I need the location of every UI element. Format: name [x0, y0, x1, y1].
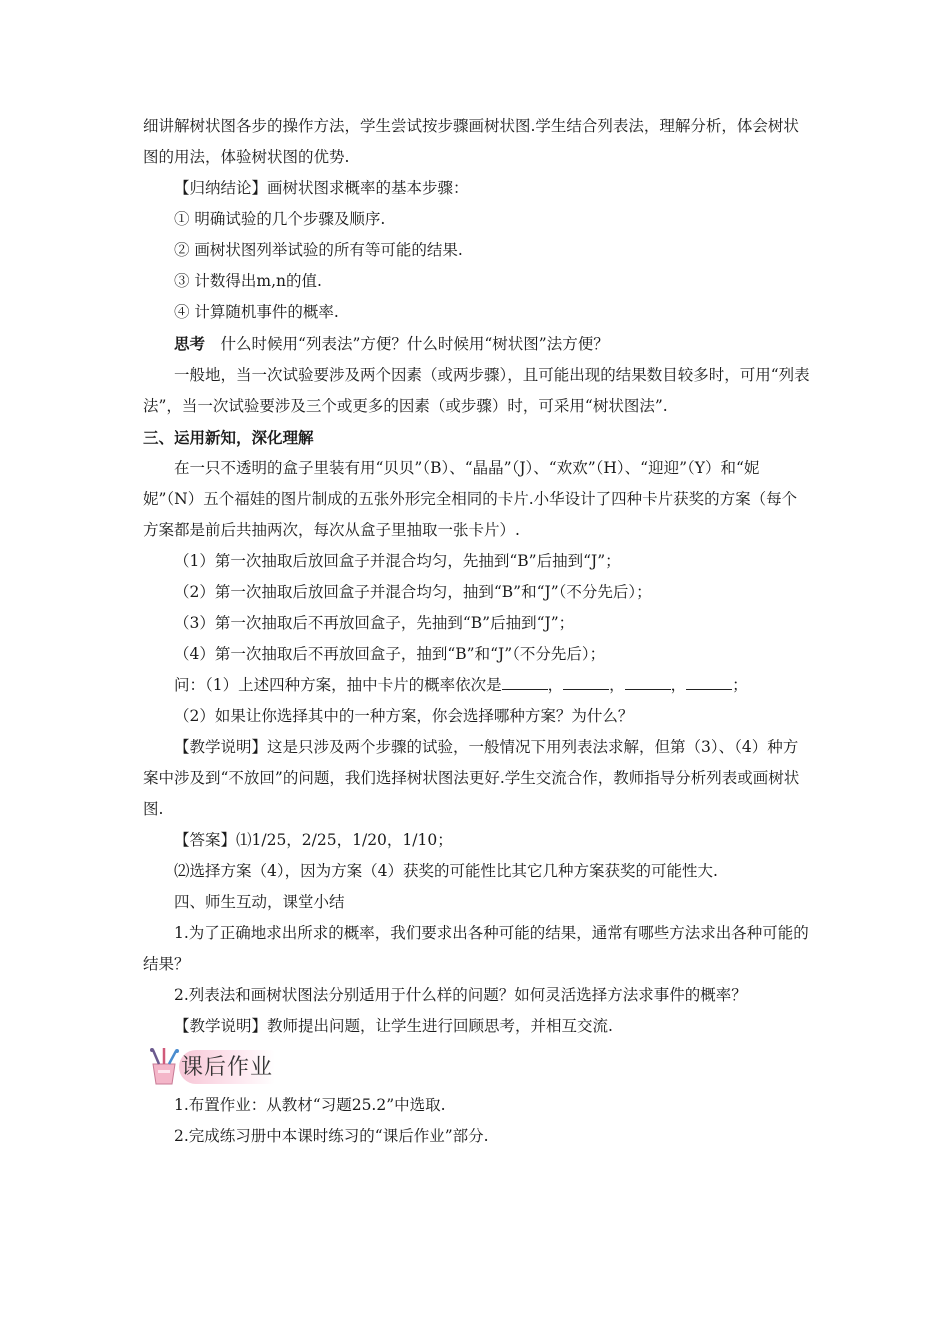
think-paragraph — [143, 328, 811, 360]
think-text: 什么时候用“列表法”方便？什么时候用“树状图”法方便？ — [205, 335, 609, 353]
teaching-note-1: 【教学说明】这是只涉及两个步骤的试验，一般情况下用列表法求解，但第（3）、（4）种方案中涉及到“不放回”的问题，我们选择树状图法更好.学生交流合作，教师指导分析列表或画树状图. — [143, 738, 800, 818]
homework-banner — [143, 1044, 811, 1090]
answer-blank — [563, 671, 609, 690]
think-label: 思考 — [174, 334, 206, 353]
question-1: 问：（1）上述四种方案，抽中卡片的概率依次是 ， ， ， ； — [143, 670, 811, 701]
homework-title-box — [179, 1050, 275, 1084]
answer-line-2: ⑵选择方案（4），因为方案（4）获奖的可能性比其它几种方案获奖的可能性大. — [174, 862, 718, 880]
summary-question-1: 1.为了正确地求出所求的概率，我们要求出各种可能的结果，通常有哪些方法求出各种可能的结果？ — [143, 924, 809, 973]
step-1: ① 明确试验的几个步骤及顺序. — [174, 210, 386, 228]
paragraph-method: 一般地，当一次试验要涉及两个因素（或两步骤），且可能出现的结果数目较多时，可用“列表法”，当一次试验要涉及三个或更多的因素（或步骤）时，可采用“树状图法”. — [143, 366, 810, 415]
paragraph-intro: 细讲解树状图各步的操作方法，学生尝试按步骤画树状图.学生结合列表法，理解分析，体会树状图的用法，体验树状图的优势. — [143, 117, 799, 166]
answer-blank — [625, 671, 671, 690]
answer-blank — [686, 671, 732, 690]
homework-item-1: 1.布置作业：从教材“习题25.2”中选取. — [174, 1096, 446, 1114]
step-3: ③ 计数得出m,n的值. — [174, 272, 322, 290]
step-2: ② 画树状图列举试验的所有等可能的结果. — [174, 241, 463, 259]
homework-item-2: 2.完成练习册中本课时练习的“课后作业”部分. — [174, 1127, 489, 1145]
homework-title: 课后作业 — [180, 1054, 273, 1080]
answer-line-1: 【答案】⑴1/25，2/25，1/20，1/10； — [174, 831, 453, 849]
step-4: ④ 计算随机事件的概率. — [174, 303, 339, 321]
scheme-1: （1）第一次抽取后放回盒子并混合均匀，先抽到“B”后抽到“J”； — [174, 552, 621, 570]
summary-heading: 【归纳结论】画树状图求概率的基本步骤： — [174, 179, 469, 197]
paragraph-problem: 在一只不透明的盒子里装有用“贝贝”（B）、“晶晶”（J）、“欢欢”（H）、“迎迎”（Y）和“妮妮”（N）五个福娃的图片制成的五张外形完全相同的卡片.小华设计了四种卡片获奖的方案（每个方案都是前后共抽两次，每次从盒子里抽取一张卡片）. — [143, 459, 798, 539]
answer-blank — [502, 671, 548, 690]
summary-question-2: 2.列表法和画树状图法分别适用于什么样的问题？如何灵活选择方法求事件的概率？ — [174, 986, 747, 1004]
document-body — [143, 111, 811, 1152]
scheme-4: （4）第一次抽取后不再放回盒子，抽到“B”和“J”（不分先后）； — [174, 645, 606, 663]
scheme-2: （2）第一次抽取后放回盒子并混合均匀，抽到“B”和“J”（不分先后）； — [174, 583, 652, 601]
section-4-heading: 四、师生互动，课堂小结 — [174, 893, 345, 911]
section-3-heading: 三、运用新知，深化理解 — [143, 428, 314, 447]
teaching-note-2: 【教学说明】教师提出问题，让学生进行回顾思考，并相互交流. — [174, 1017, 613, 1035]
question-2: （2）如果让你选择其中的一种方案，你会选择哪种方案？为什么？ — [174, 707, 634, 725]
scheme-3: （3）第一次抽取后不再放回盒子，先抽到“B”后抽到“J”； — [174, 614, 575, 632]
